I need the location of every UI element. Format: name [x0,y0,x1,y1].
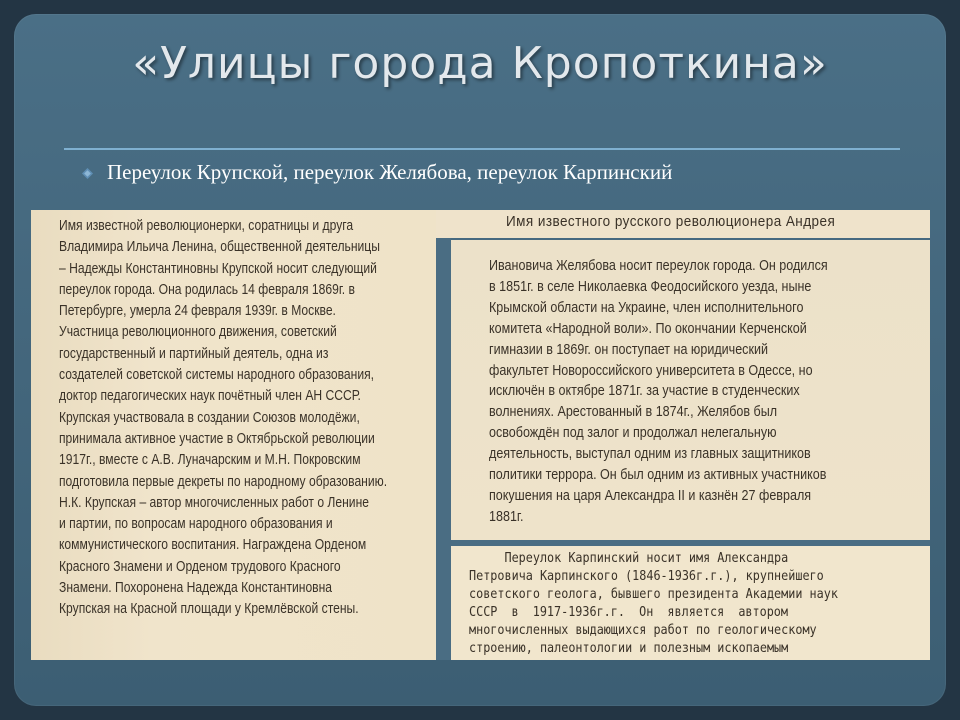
text-line: Петровича Карпинского (1846-1936г.г.), крупнейшего [469,568,824,584]
scan-karpinsky [451,546,930,660]
text-line: 1881г. [489,508,524,525]
text-line: – Надежды Константиновны Крупской носит следующий [59,260,377,277]
text-line: Крымской области на Украине, член исполнительного [489,299,804,316]
scan-text [469,550,925,657]
text-line: волнениях. Арестованный в 1874г., Желябов был [489,404,778,421]
subtitle-row [82,157,672,187]
scan-zhelyabov [451,240,930,540]
text-line: Участница революционного движения, советский [59,324,337,341]
scan-text [489,256,929,528]
text-line: советского геолога, бывшего президента Академии наук [469,586,838,602]
text-line: комитета «Народной воли». По окончании Керченской [489,320,807,337]
text-line: Ивановича Желябова носит переулок города. Он родился [489,258,828,274]
text-line: 1917г., вместе с А.В. Луначарским и М.Н. Покровским [59,452,361,469]
text-line: Петербурге, умерла 24 февраля 1939г. в Москве. [59,303,336,320]
scan-gap [436,238,451,660]
title-divider [64,148,900,150]
scan-krupskaya [31,210,436,660]
slide-title: «Улицы города Кропоткина» [132,38,828,89]
text-line: освобождён под залог и продолжал нелегальную [489,425,777,442]
text-line: СССР в 1917-1936г.г. Он является автором [469,604,788,620]
text-line: подготовила первые декреты по народному образованию. [59,473,388,490]
text-line: гимназии в 1869г. он поступает на юридический [489,341,768,358]
text-line: переулок города. Она родилась 14 февраля 1869г. в [59,281,355,298]
text-line: строению, палеонтологии и полезным ископаемым [469,640,789,656]
text-line: принимала активное участие в Октябрьской революции [59,430,375,447]
scan-zhelyabov-header [436,210,930,238]
text-line: факультет Новороссийского университета в Одессе, но [489,362,813,379]
text-line: Н.К. Крупская – автор многочисленных работ о Ленине [59,494,370,511]
text-line: коммунистического воспитания. Награждена Орденом [59,537,367,554]
text-line: Владимира Ильича Ленина, общественной деятельницы [59,239,380,256]
subtitle: Переулок Крупской, переулок Желябова, переулок Карпинский [107,159,673,184]
text-line: создателей советской системы народного образования, [59,367,375,384]
text-line: Крупская участвовала в создании Союзов молодёжи, [59,409,360,426]
text-line: Знамени. Похоронена Надежда Константиновна [59,580,333,597]
text-line: государственный и партийный деятель, одна из [59,345,329,362]
text-line: Имя известного русского революционера Андрея [506,213,836,230]
diamond-bullet-icon [82,168,93,179]
text-line: деятельность, выступал одним из главных защитников [489,446,811,463]
text-line: политики террора. Он был одним из активных участников [489,467,827,484]
text-line: Крупская на Красной площади у Кремлёвской стены. [59,601,359,618]
text-line: покушения на царя Александра II и казнён 27 февраля [489,487,812,504]
text-line: Имя известной революционерки, соратницы и друга [59,218,354,234]
text-line: и партии, по вопросам народного образования и [59,516,333,533]
text-line: доктор педагогических наук почётный член АН СССР. [59,388,361,405]
text-line: многочисленных выдающихся работ по геологическому [469,622,817,638]
scan-text [59,216,429,621]
text-line: в 1851г. в селе Николаевка Феодосийского уезда, ныне [489,278,812,295]
text-line: исключён в октябре 1871г. за участие в студенческих [489,383,800,400]
text-line: Красного Знамени и Орденом трудового Красного [59,558,341,575]
text-line: Переулок Карпинский носит имя Александра [469,551,789,566]
